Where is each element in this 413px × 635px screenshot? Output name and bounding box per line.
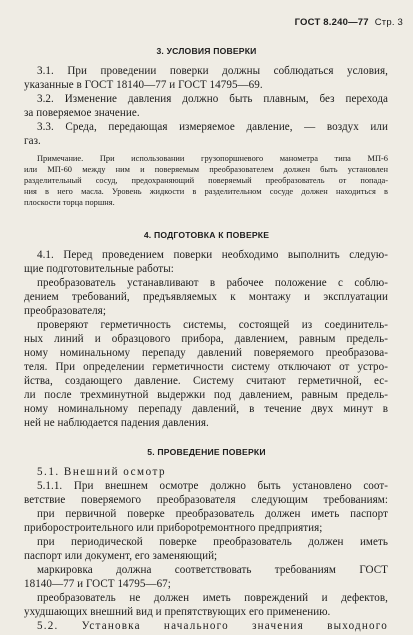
paragraph-line: 3.2. Изменение давления должно быть плавным, без перехода <box>37 93 388 105</box>
paragraph-line: маркировка должна соответствовать требованиям ГОСТ <box>37 564 388 576</box>
paragraph-line: ней не наблюдается падения давления. <box>24 417 209 429</box>
paragraph-line: ухудшающих внешний вид и препятствующих его применению. <box>24 606 331 618</box>
paragraph-line: преобразователь устанавливают в рабочее положение с соблю- <box>37 277 388 289</box>
section-heading-3: 3. УСЛОВИЯ ПОВЕРКИ <box>156 46 257 56</box>
note-line: Примечание. При использовании грузопоршневого манометра типа МП-6 <box>37 154 388 163</box>
standard-number: ГОСТ 8.240—77 <box>294 17 369 28</box>
note-line: плоскости торца поршня. <box>24 198 115 207</box>
paragraph-line: 5.1.1. При внешнем осмотре должно быть установлено соот- <box>37 480 388 492</box>
paragraph-line: йства, создающего давление. Систему считают герметичной, ес- <box>24 375 388 387</box>
subsection-title: 5.2. Установка начального значения выходного <box>37 620 388 632</box>
page-header <box>295 17 403 28</box>
paragraph-line: теля. При определении герметичности систему отключают от устро- <box>24 361 388 373</box>
paragraph-line: 3.3. Среда, передающая измеряемое давление, — воздух или <box>37 121 388 133</box>
paragraph-line: ветствие поверяемого преобразователя следующим требованиям: <box>24 494 388 506</box>
paragraph-line: ному номинальному перепаду давлений поверяемого преобразова- <box>24 347 388 359</box>
paragraph-line: ных линий и образцового прибора, давлением, равным предель- <box>24 333 388 345</box>
paragraph-line: преобразователя; <box>24 305 106 317</box>
paragraph-line: при периодической поверке преобразователь должен иметь <box>37 536 388 548</box>
paragraph-line: 4.1. Перед проведением поверки необходимо выполнить следую- <box>37 249 388 261</box>
section-heading-4: 4. ПОДГОТОВКА К ПОВЕРКЕ <box>143 230 270 240</box>
paragraph-line: при первичной поверке преобразователь должен иметь паспорт <box>37 508 388 520</box>
subsection-title: 5.1. Внешний осмотр <box>37 466 166 478</box>
paragraph-line: 18140—77 и ГОСТ 14795—67; <box>24 578 171 590</box>
paragraph-line: дением требований, предъявляемых к монтажу и эксплуатации <box>24 291 388 303</box>
paragraph-line: газ. <box>24 135 41 147</box>
paragraph-line: за поверяемое значение. <box>24 107 140 119</box>
paragraph-line: ному номинальному перепаду давлений, в течение двух минут в <box>24 403 388 415</box>
page-number: Стр. 3 <box>374 17 403 28</box>
paragraph-line: преобразователь не должен иметь повреждений и дефектов, <box>37 592 388 604</box>
section-heading-5: 5. ПРОВЕДЕНИЕ ПОВЕРКИ <box>147 447 266 457</box>
paragraph-line: ли после трехминутной выдержки под давлением, равным предель- <box>24 389 388 401</box>
note-line: ния в него масла. Уровень жидкости в разделительном сосуде должен находиться в <box>24 187 388 196</box>
paragraph-line: приборостроительного или приборotремонтного предприятия; <box>24 522 323 534</box>
note-line: или МП-60 между ним и поверяемым преобразователем должен быть установлен <box>24 165 388 174</box>
paragraph-line: паспорт или документ, его заменяющий; <box>24 550 218 562</box>
paragraph-line: щие подготовительные работы: <box>24 263 174 275</box>
note-line: разделительный сосуд, предохраняющий поверяемый преобразователь от попада- <box>24 176 388 185</box>
paragraph-line: 3.1. При проведении поверки должны соблюдаться условия, <box>37 65 388 77</box>
paragraph-line: указанные в ГОСТ 18140—77 и ГОСТ 14795—69. <box>24 79 263 91</box>
paragraph-line: проверяют герметичность системы, состоящей из соединитель- <box>37 319 388 331</box>
